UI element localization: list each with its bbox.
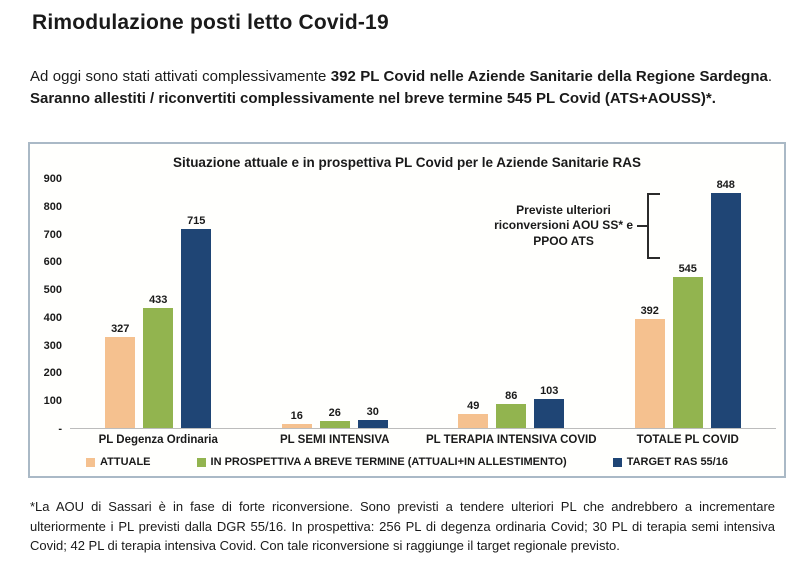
bar-in-prospettiva-a-bre-2 — [496, 404, 526, 428]
footnote: *La AOU di Sassari è in fase di forte riconversione. Sono previsti a tendere ulteriori PL che andrebbero a incrementare ulteriormente i PL previsti dalla DGR 55/16. In prospettiva: 256 PL di degenza ordinaria Covid; 30 PL di terapia semi intensiva Covid; 42 PL di terapia intensiva Covid. Con tale riconversione si raggiunge il target regionale previsto. — [30, 499, 775, 553]
bar-value-label: 26 — [328, 406, 341, 419]
bar-value-label: 30 — [366, 405, 379, 418]
chart-legend — [30, 456, 784, 468]
bar-wrap — [143, 179, 173, 428]
bar-value-label: 433 — [149, 293, 168, 306]
y-tick-200: 200 — [43, 367, 62, 380]
legend-label: TARGET RAS 55/16 — [626, 456, 728, 468]
bar-wrap — [105, 179, 135, 428]
intro-segment-2: . — [767, 68, 772, 85]
bar-attuale-2 — [458, 414, 488, 428]
bar-attuale-3 — [635, 319, 665, 428]
legend-item-1 — [197, 456, 567, 468]
y-tick-400: 400 — [43, 311, 62, 324]
bar-value-label: 49 — [467, 400, 480, 413]
bar-target-ras-55-16-2 — [534, 399, 564, 428]
bar-attuale-1 — [282, 424, 312, 428]
bar-in-prospettiva-a-bre-1 — [320, 421, 350, 428]
bar-target-ras-55-16-3 — [711, 193, 741, 428]
chart-area — [30, 173, 784, 435]
annotation-connector-line — [637, 225, 647, 227]
intro-segment-1: 392 PL Covid nelle Aziende Sanitarie della Regione Sardegna — [330, 68, 768, 85]
intro-segment-0: Ad oggi sono stati attivati complessivamente — [30, 68, 331, 85]
annotation-line: Previste ulteriori — [516, 202, 611, 217]
page-title: Rimodulazione posti letto Covid-19 — [32, 11, 389, 34]
bar-wrap — [358, 179, 388, 428]
bar-target-ras-55-16-0 — [181, 229, 211, 428]
y-tick-700: 700 — [43, 228, 62, 241]
bar-wrap — [320, 179, 350, 428]
annotation-line: PPOO ATS — [533, 233, 594, 248]
bar-value-label: 848 — [716, 179, 735, 191]
legend-label: IN PROSPETTIVA A BREVE TERMINE (ATTUALI+IN ALLESTIMENTO) — [210, 456, 567, 468]
legend-item-0 — [86, 456, 151, 468]
legend-swatch-icon — [197, 458, 206, 467]
y-tick-0: - — [58, 423, 62, 435]
bar-value-label: 392 — [640, 305, 659, 318]
annotation-text — [494, 203, 633, 250]
bar-wrap — [181, 179, 211, 428]
chart-title: Situazione attuale e in prospettiva PL Covid per le Aziende Sanitarie RAS — [172, 155, 642, 170]
x-label-0: PL Degenza Ordinaria — [98, 434, 218, 446]
y-tick-500: 500 — [43, 284, 62, 297]
chart-panel — [28, 142, 786, 478]
bar-value-label: 715 — [187, 215, 206, 228]
plot-area — [70, 179, 776, 429]
x-label-1: PL SEMI INTENSIVA — [280, 434, 390, 446]
legend-item-2 — [613, 456, 728, 468]
legend-label: ATTUALE — [100, 456, 151, 468]
x-label-3: TOTALE PL COVID — [636, 434, 739, 446]
bar-target-ras-55-16-1 — [358, 420, 388, 428]
annotation-line: riconversioni AOU SS* e — [494, 218, 633, 233]
bar-value-label: 103 — [540, 385, 559, 398]
bar-value-label: 16 — [290, 409, 303, 422]
bar-value-label: 545 — [678, 262, 697, 275]
bar-value-label: 327 — [111, 323, 130, 336]
bar-in-prospettiva-a-bre-3 — [673, 277, 703, 428]
y-tick-800: 800 — [43, 200, 62, 213]
bar-wrap — [282, 179, 312, 428]
y-tick-300: 300 — [43, 339, 62, 352]
x-label-2: PL TERAPIA INTENSIVA COVID — [425, 434, 597, 446]
bar-attuale-0 — [105, 337, 135, 428]
bar-value-label: 86 — [505, 390, 518, 403]
y-axis — [30, 173, 70, 435]
legend-swatch-icon — [86, 458, 95, 467]
bar-group-1 — [247, 179, 424, 428]
bar-wrap — [673, 179, 703, 428]
intro-segment-3: Saranno allestiti / riconvertiti complessivamente nel breve termine 545 PL Covid (ATS+AOUSS)*. — [30, 89, 716, 107]
bar-wrap — [711, 179, 741, 428]
bar-wrap — [458, 179, 488, 428]
legend-swatch-icon — [613, 458, 622, 467]
y-tick-900: 900 — [43, 173, 62, 185]
x-axis-labels — [70, 434, 784, 446]
y-tick-100: 100 — [43, 395, 62, 408]
bar-group-0 — [70, 179, 247, 428]
annotation-bracket — [647, 193, 660, 259]
chart-annotation — [494, 191, 660, 261]
bar-in-prospettiva-a-bre-0 — [143, 308, 173, 428]
y-tick-600: 600 — [43, 256, 62, 269]
intro-paragraph — [30, 66, 772, 109]
